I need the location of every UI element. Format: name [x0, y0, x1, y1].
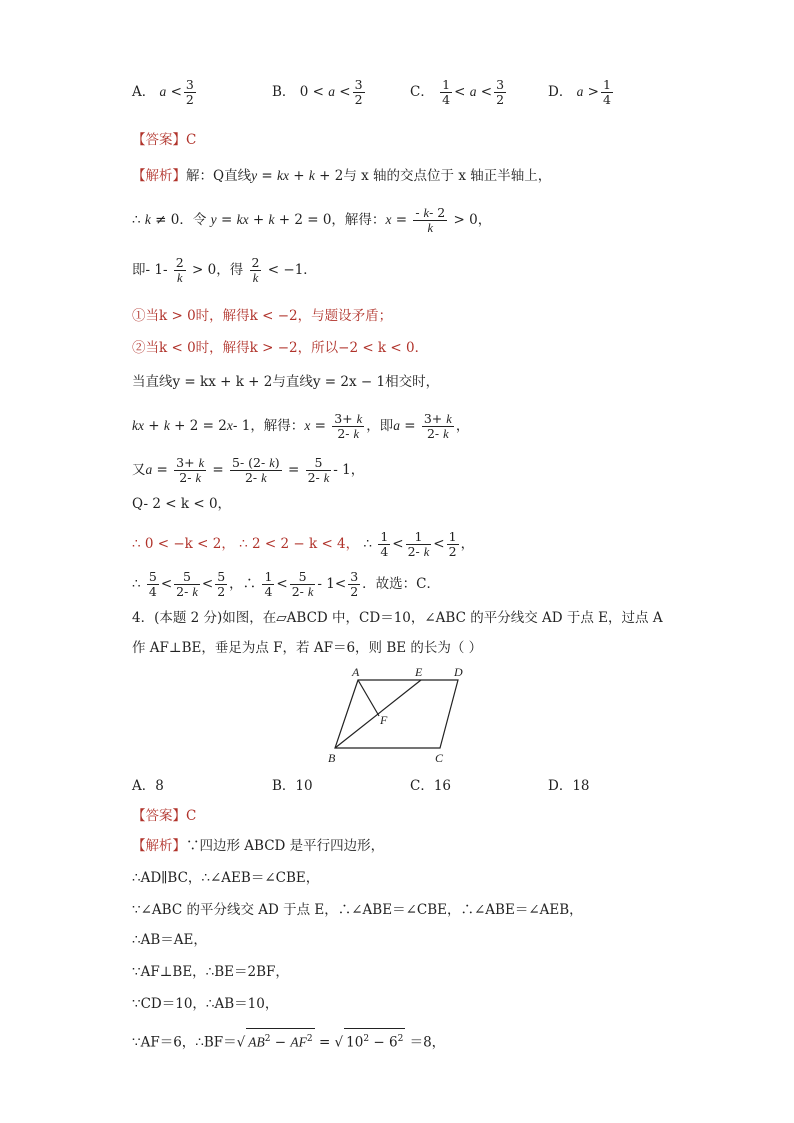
- q4-step-6: ∵CD＝10，∴AB＝10，: [132, 996, 279, 1012]
- q4-answer: 【答案】C: [132, 808, 197, 824]
- range-line: ∴ 0 < −k < 2， ∴ 2 < 2 − k < 4， ∴ $\frac{1}{4}$ < $\frac{1}{2- k}$ < $\frac{1}{2}$ ，: [132, 529, 475, 559]
- q4-step-7: ∵AF＝6，∴BF＝√ $AB^2 - AF^2$ = √ $10^2 - 6^2 =8$，: [132, 1028, 445, 1053]
- q4-option-b: B．10: [272, 778, 313, 794]
- q4-option-c: C．16: [410, 778, 452, 794]
- q4-stem-1: 4．(本题 2 分)如图，在▱ABCD 中，CD＝10，∠ABC 的平分线交 AD 于点 E，过点 A: [132, 610, 663, 626]
- q4-step-2: ∴AD∥BC，∴∠AEB＝∠CBE，: [132, 870, 320, 886]
- again-line: 又a = $\frac{3+ k}{2- k}$ = $\frac{5- (2- k)}{2- k}$ = $\frac{5}{2- k}$ - 1，: [132, 455, 365, 485]
- q4-step-3: ∵∠ABC 的平分线交 AD 于点 E，∴∠ABE＝∠CBE，∴∠ABE＝∠AEB，: [132, 902, 583, 918]
- option-c: C． $\frac{1}{4}$ < a < $\frac{3}{2}$: [410, 77, 505, 107]
- conclusion-line: ∴ $\frac{5}{4}$ < $\frac{5}{2- k}$ < $\frac{5}{2}$ ，∴ $\frac{1}{4}$ < $\frac{5}{2- k}$ - 1< $\frac{3}{2}$ ．故选：C．: [132, 569, 440, 599]
- q4-step-5: ∵AF⊥BE，∴BE＝2BF，: [132, 964, 289, 980]
- analysis-line-3: 即- 1- $\frac{2}{k}$ > 0，得 $\frac{2}{k}$ < −1．: [132, 255, 317, 285]
- analysis-line-1: 【解析】解：Q直线y = kx + k + 2与 x 轴的交点位于 x 轴正半轴上，: [132, 168, 552, 184]
- option-a: A． a < $\frac{3}{2}$: [132, 77, 194, 107]
- parallelogram-abcd: [335, 680, 458, 748]
- solve-line: kx + k + 2 = 2x- 1，解得：x = $\frac{3+ k}{2- k}$ ，即a = $\frac{3+ k}{2- k}$ ，: [132, 411, 470, 441]
- case-2: ②当k < 0时，解得k > −2，所以−2 < k < 0．: [132, 340, 429, 356]
- q4-option-d: D．18: [548, 778, 590, 794]
- q4-step-1: 【解析】∵四边形 ABCD 是平行四边形，: [132, 838, 385, 854]
- option-d: D． a > $\frac{1}{4}$: [548, 77, 611, 107]
- answer-line: 【答案】C: [132, 132, 197, 148]
- intersect-line: 当直线y = kx + k + 2与直线y = 2x − 1相交时，: [132, 374, 440, 390]
- q4-stem-2: 作 AF⊥BE，垂足为点 F，若 AF＝6，则 BE 的长为（ ）: [132, 640, 483, 656]
- q-line: Q- 2 < k < 0，: [132, 496, 232, 512]
- label-b: B: [328, 751, 336, 765]
- case-1: ①当k > 0时，解得k < −2，与题设矛盾；: [132, 308, 393, 324]
- label-f: F: [380, 713, 388, 727]
- label-a: A: [352, 665, 360, 679]
- q4-step-4: ∴AB＝AE，: [132, 932, 207, 948]
- label-c: C: [435, 751, 444, 765]
- parallelogram-figure: [325, 664, 475, 772]
- q4-option-a: A．8: [132, 778, 164, 794]
- parallelogram-diagram: [325, 664, 475, 768]
- segment-af: [358, 680, 379, 716]
- label-d: D: [454, 665, 463, 679]
- label-e: E: [415, 665, 423, 679]
- analysis-line-2: ∴ k ≠ 0．令 y = kx + k + 2 = 0，解得：x = $\frac{- k- 2}{k}$ > 0，: [132, 205, 492, 235]
- option-b: B． 0 < a < $\frac{3}{2}$: [272, 77, 363, 107]
